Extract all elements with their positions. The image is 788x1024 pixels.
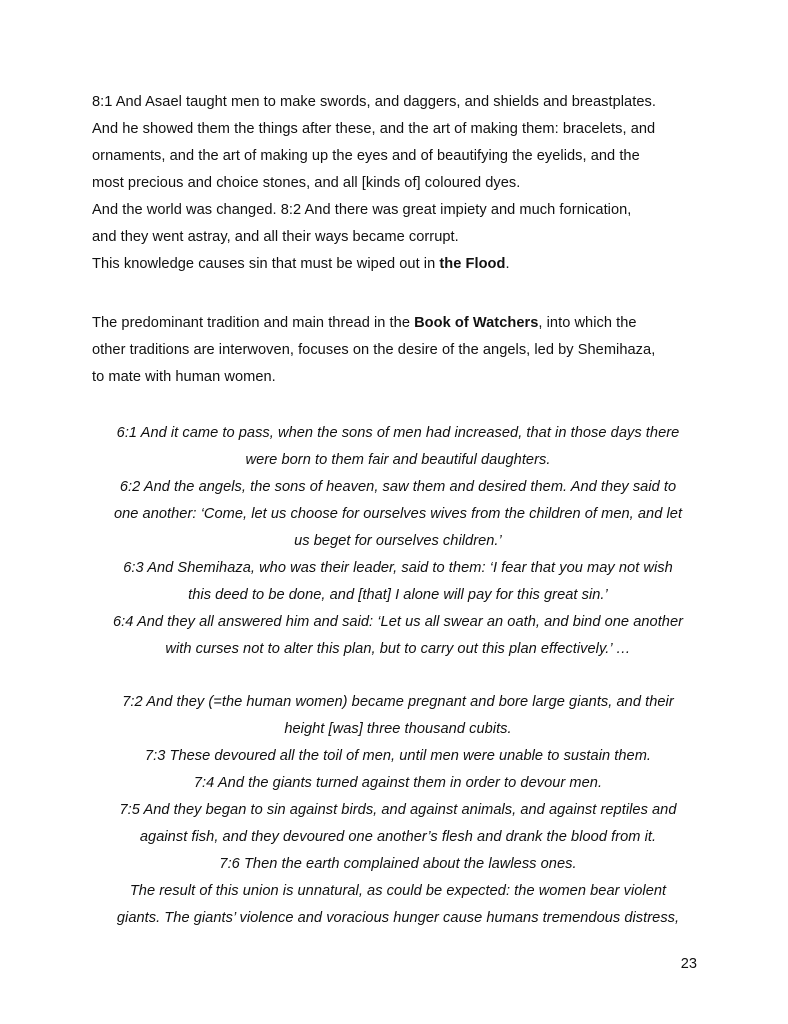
text-line: and they went astray, and all their ways became corrupt. (92, 229, 459, 245)
text-line: ornaments, and the art of making up the eyes and of beautifying the eyelids, and the (92, 148, 640, 164)
quote-line: this deed to be done, and [that] I alone will pay for this great sin.’ (188, 587, 608, 603)
quote-line: giants. The giants’ violence and voracious hunger cause humans tremendous distress, (116, 910, 680, 926)
book-title: Book of Watchers (414, 315, 539, 331)
quote-line: were born to them fair and beautiful daughters. (245, 452, 551, 468)
text-line: other traditions are interwoven, focuses on the desire of the angels, led by Shemihaza, (92, 342, 656, 358)
text-line: And the world was changed. 8:2 And there was great impiety and much fornication, (92, 202, 632, 218)
quote-line: 6:1 And it came to pass, when the sons of men had increased, that in those days there (116, 425, 680, 441)
quote-line: against fish, and they devoured one another’s flesh and drank the blood from it. (139, 829, 657, 845)
quote-line: 6:4 And they all answered him and said: ‘Let us all swear an oath, and bind one another (112, 614, 684, 630)
quote-line: us beget for ourselves children.’ (294, 533, 502, 549)
flood-suffix: . (505, 256, 510, 272)
quote-line: 7:4 And the giants turned against them in order to devour men. (193, 775, 603, 791)
tradition-prefix: The predominant tradition and main thread in the (92, 315, 415, 331)
page-number: 23 (680, 956, 697, 972)
tradition-suffix: , into which the (538, 315, 637, 331)
text-line: to mate with human women. (92, 369, 276, 385)
text-line: most precious and choice stones, and all [kinds of] coloured dyes. (92, 175, 521, 191)
text-line: 8:1 And Asael taught men to make swords, and daggers, and shields and breastplates. (92, 94, 656, 110)
quote-line: 7:3 These devoured all the toil of men, until men were unable to sustain them. (144, 748, 652, 764)
quote-chapter-6 (86, 420, 710, 663)
intro-paragraph (92, 89, 710, 278)
quote-line: 6:2 And the angels, the sons of heaven, saw them and desired them. And they said to (119, 479, 677, 495)
flood-term: the Flood (439, 256, 506, 272)
quote-line: 7:5 And they began to sin against birds, and against animals, and against reptiles and (119, 802, 677, 818)
flood-line (92, 251, 710, 278)
quote-line: 7:2 And they (=the human women) became pregnant and bore large giants, and their (122, 694, 674, 710)
quote-line: with curses not to alter this plan, but to carry out this plan effectively.’ … (165, 641, 631, 657)
text-line: And he showed them the things after these, and the art of making them: bracelets, and (92, 121, 656, 137)
quote-line: height [was] three thousand cubits. (284, 721, 512, 737)
quote-line: one another: ‘Come, let us choose for ourselves wives from the children of men, and let (113, 506, 683, 522)
quote-line: The result of this union is unnatural, as could be expected: the women bear violent (129, 883, 667, 899)
tradition-paragraph (92, 310, 710, 391)
quote-line: 7:6 Then the earth complained about the lawless ones. (219, 856, 577, 872)
quote-chapter-7 (86, 689, 710, 932)
flood-prefix: This knowledge causes sin that must be wiped out in (92, 256, 440, 272)
quote-line: 6:3 And Shemihaza, who was their leader, said to them: ‘I fear that you may not wish (123, 560, 673, 576)
tradition-first-line (92, 310, 710, 337)
